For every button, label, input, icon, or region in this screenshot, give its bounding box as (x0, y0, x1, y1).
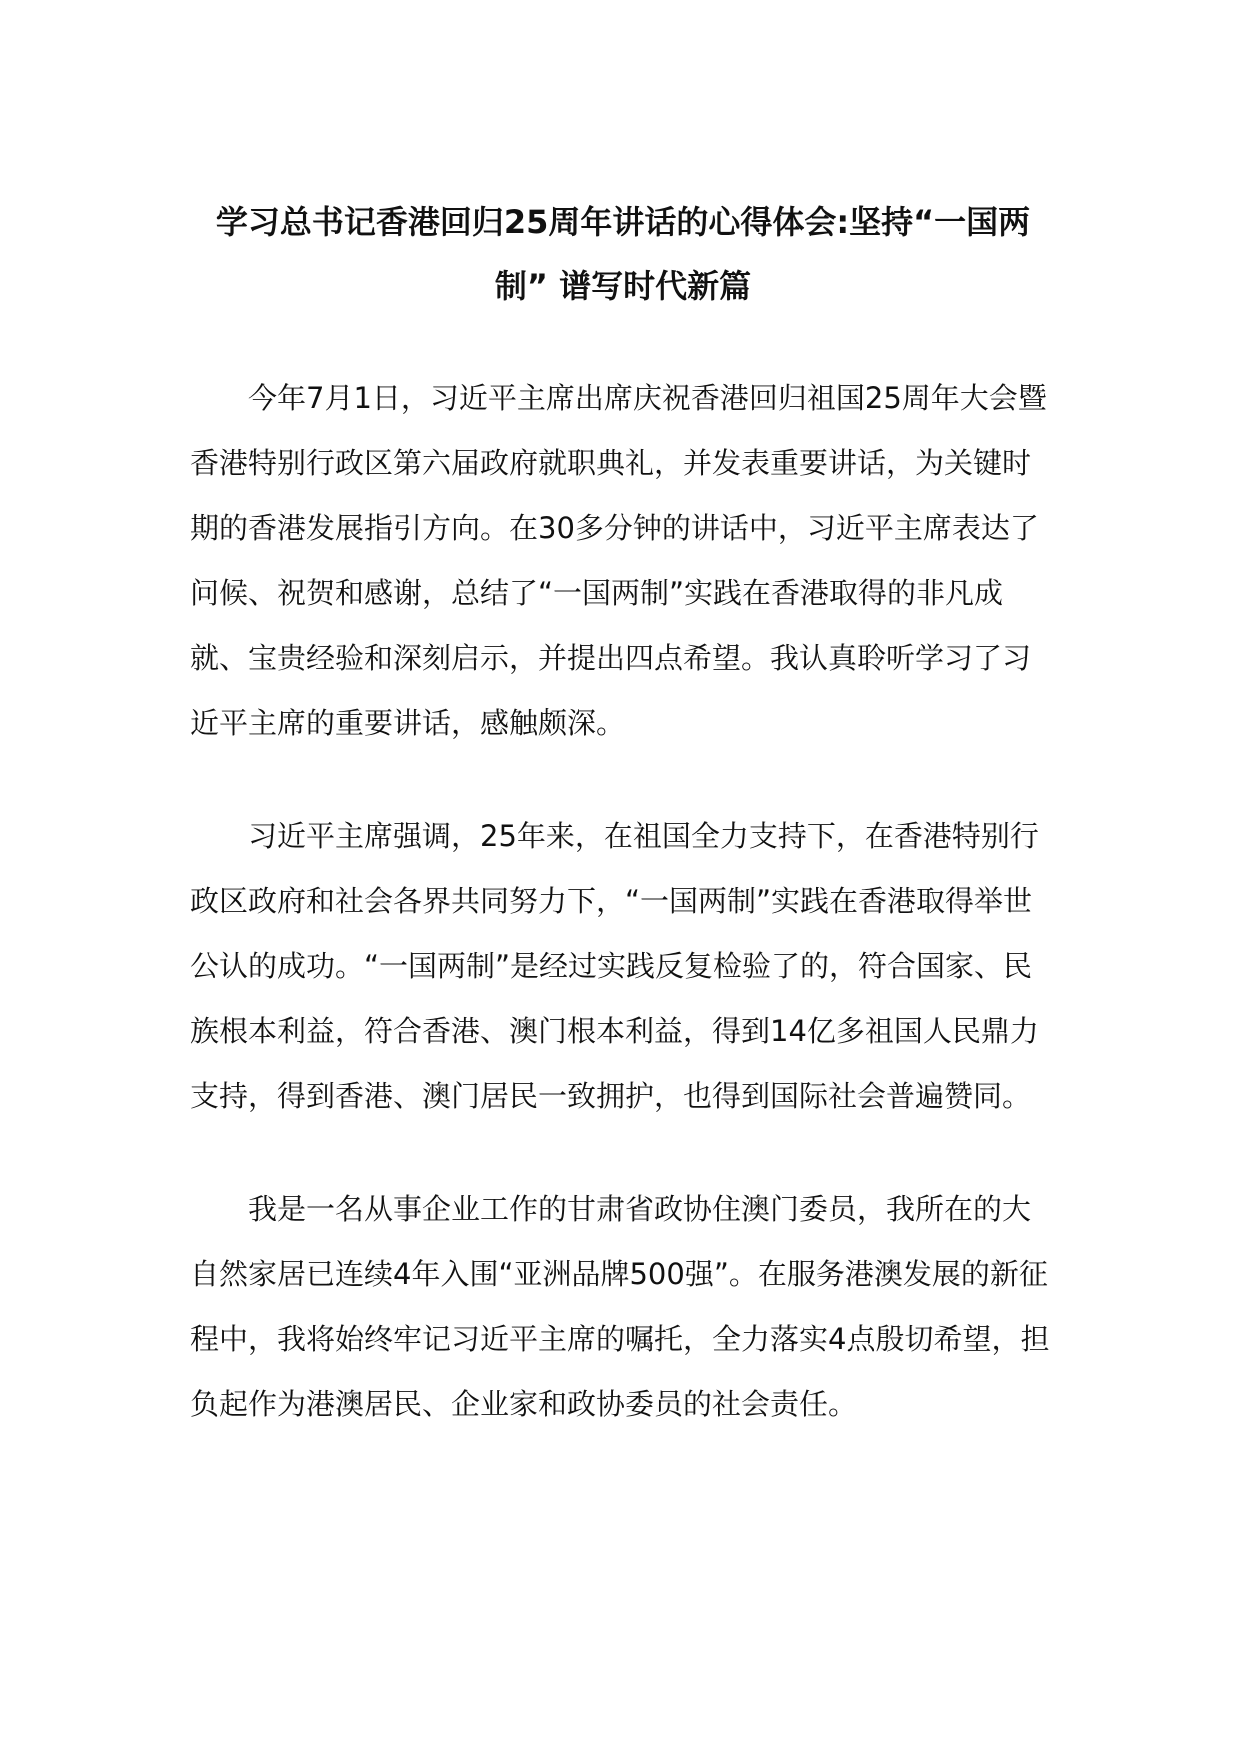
document-content (190, 190, 1056, 1437)
paragraph-2: 习近平主席强调，25年来，在祖国全力支持下，在香港特别行政区政府和社会各界共同努力下，“一国两制”实践在香港取得举世公认的成功。“一国两制”是经过实践反复检验了的，符合国家、民族根本利益，符合香港、澳门根本利益，得到14亿多祖国人民鼎力支持，得到香港、澳门居民一致拥护，也得到国际社会普遍赞同。 (190, 819, 1039, 1113)
document-title: 学习总书记香港回归25周年讲话的心得体会:坚持“一国两制” 谱写时代新篇 (215, 203, 1031, 305)
paragraph-1: 今年7月1日，习近平主席出席庆祝香港回归祖国25周年大会暨香港特别行政区第六届政府就职典礼，并发表重要讲话，为关键时期的香港发展指引方向。在30多分钟的讲话中，习近平主席表达了问候、祝贺和感谢，总结了“一国两制”实践在香港取得的非凡成就、宝贵经验和深刻启示，并提出四点希望。我认真聆听学习了习近平主席的重要讲话，感触颇深。 (190, 381, 1047, 740)
paragraph-3: 我是一名从事企业工作的甘肃省政协住澳门委员，我所在的大自然家居已连续4年入围“亚洲品牌500强”。在服务港澳发展的新征程中，我将始终牢记习近平主席的嘱托，全力落实4点殷切希望，担负起作为港澳居民、企业家和政协委员的社会责任。 (190, 1192, 1050, 1421)
